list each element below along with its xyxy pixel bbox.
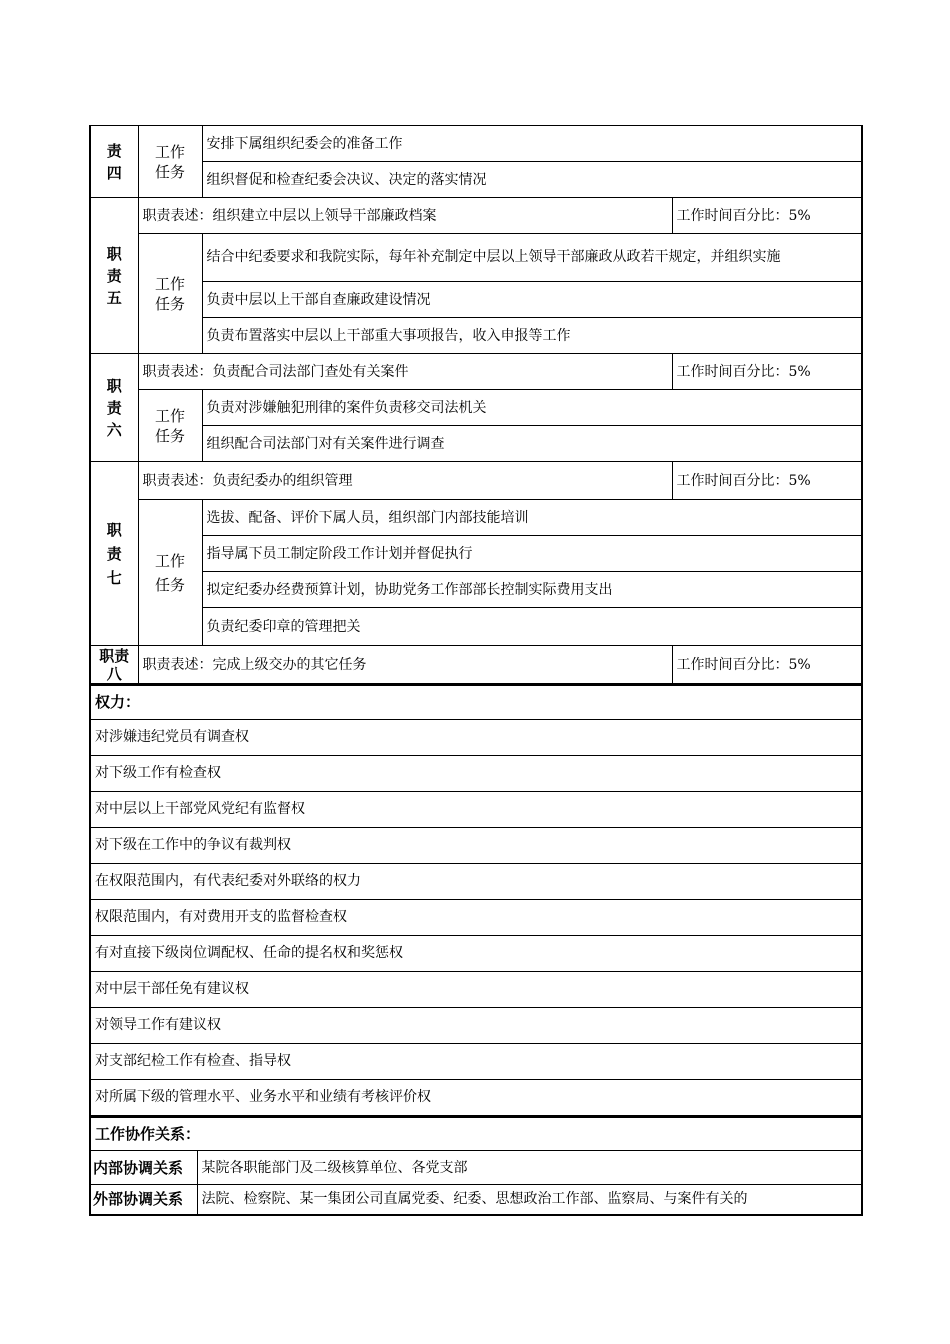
duty-7-task-1: 选拔、配备、评价下属人员，组织部门内部技能培训 bbox=[202, 500, 862, 536]
power-item: 对下级在工作中的争议有裁判权 bbox=[90, 827, 862, 863]
power-item: 对中层干部任免有建议权 bbox=[90, 971, 862, 1007]
powers-table bbox=[89, 684, 863, 1116]
duty-6-label: 职 责 六 bbox=[90, 354, 138, 462]
duty-7-task-2: 指导属下员工制定阶段工作计划并督促执行 bbox=[202, 536, 862, 572]
duties-table bbox=[89, 125, 863, 684]
cooperation-table bbox=[89, 1116, 863, 1216]
power-item: 有对直接下级岗位调配权、任命的提名权和奖惩权 bbox=[90, 935, 862, 971]
power-item: 对下级工作有检查权 bbox=[90, 755, 862, 791]
power-item: 权限范围内，有对费用开支的监督检查权 bbox=[90, 899, 862, 935]
power-item: 对涉嫌违纪党员有调查权 bbox=[90, 719, 862, 755]
power-item: 在权限范围内，有代表纪委对外联络的权力 bbox=[90, 863, 862, 899]
duty-5-task-2: 负责中层以上干部自查廉政建设情况 bbox=[202, 282, 862, 318]
duty-5-task-1: 结合中纪委要求和我院实际，每年补充制定中层以上领导干部廉政从政若干规定，并组织实施 bbox=[202, 234, 862, 282]
duty-5-description: 职责表述：组织建立中层以上领导干部廉政档案 bbox=[138, 198, 672, 234]
duty-8-description: 职责表述：完成上级交办的其它任务 bbox=[138, 646, 672, 684]
duty-7-task-3: 拟定纪委办经费预算计划，协助党务工作部部长控制实际费用支出 bbox=[202, 572, 862, 608]
duty-8-row bbox=[90, 646, 862, 684]
duty-8-label: 职责 八 bbox=[90, 646, 138, 684]
internal-relations-value: 某院各职能部门及二级核算单位、各党支部 bbox=[197, 1151, 862, 1185]
power-item: 对领导工作有建议权 bbox=[90, 1007, 862, 1043]
external-relations-value: 法院、检察院、某一集团公司直属党委、纪委、思想政治工作部、监察局、与案件有关的 bbox=[197, 1185, 862, 1215]
duty-7-header bbox=[90, 462, 862, 500]
duty-8-time-percent: 工作时间百分比：5% bbox=[672, 646, 862, 684]
internal-relations-label: 内部协调关系 bbox=[90, 1151, 197, 1185]
duty-7-time-percent: 工作时间百分比：5% bbox=[672, 462, 862, 500]
duty-7-description: 职责表述：负责纪委办的组织管理 bbox=[138, 462, 672, 500]
duty-4-task-row bbox=[90, 126, 862, 162]
powers-title: 权力： bbox=[90, 685, 862, 719]
duty-5-time-percent: 工作时间百分比：5% bbox=[672, 198, 862, 234]
duty-4-label: 责 四 bbox=[90, 126, 138, 198]
duty-6-work-label: 工作 任务 bbox=[138, 390, 202, 462]
duty-5-work-label: 工作 任务 bbox=[138, 234, 202, 354]
duty-6-description: 职责表述：负责配合司法部门查处有关案件 bbox=[138, 354, 672, 390]
power-item: 对支部纪检工作有检查、指导权 bbox=[90, 1043, 862, 1079]
duty-5-label: 职 责 五 bbox=[90, 198, 138, 354]
duty-7-task-4: 负责纪委印章的管理把关 bbox=[202, 608, 862, 646]
power-item: 对中层以上干部党风党纪有监督权 bbox=[90, 791, 862, 827]
duty-4-task-1: 安排下属组织纪委会的准备工作 bbox=[202, 126, 862, 162]
duty-4-work-label: 工作 任务 bbox=[138, 126, 202, 198]
duty-7-work-label: 工作 任务 bbox=[138, 500, 202, 646]
duty-6-time-percent: 工作时间百分比：5% bbox=[672, 354, 862, 390]
duty-6-header bbox=[90, 354, 862, 390]
duty-6-task-2: 组织配合司法部门对有关案件进行调查 bbox=[202, 426, 862, 462]
duty-6-task-1: 负责对涉嫌触犯刑律的案件负责移交司法机关 bbox=[202, 390, 862, 426]
job-description-document bbox=[89, 125, 861, 1216]
duty-7-label: 职 责 七 bbox=[90, 462, 138, 646]
cooperation-title: 工作协作关系： bbox=[90, 1117, 862, 1151]
duty-5-task-3: 负责布置落实中层以上干部重大事项报告，收入申报等工作 bbox=[202, 318, 862, 354]
external-relations-label: 外部协调关系 bbox=[90, 1185, 197, 1215]
duty-5-header bbox=[90, 198, 862, 234]
power-item: 对所属下级的管理水平、业务水平和业绩有考核评价权 bbox=[90, 1079, 862, 1115]
duty-4-task-2: 组织督促和检查纪委会决议、决定的落实情况 bbox=[202, 162, 862, 198]
